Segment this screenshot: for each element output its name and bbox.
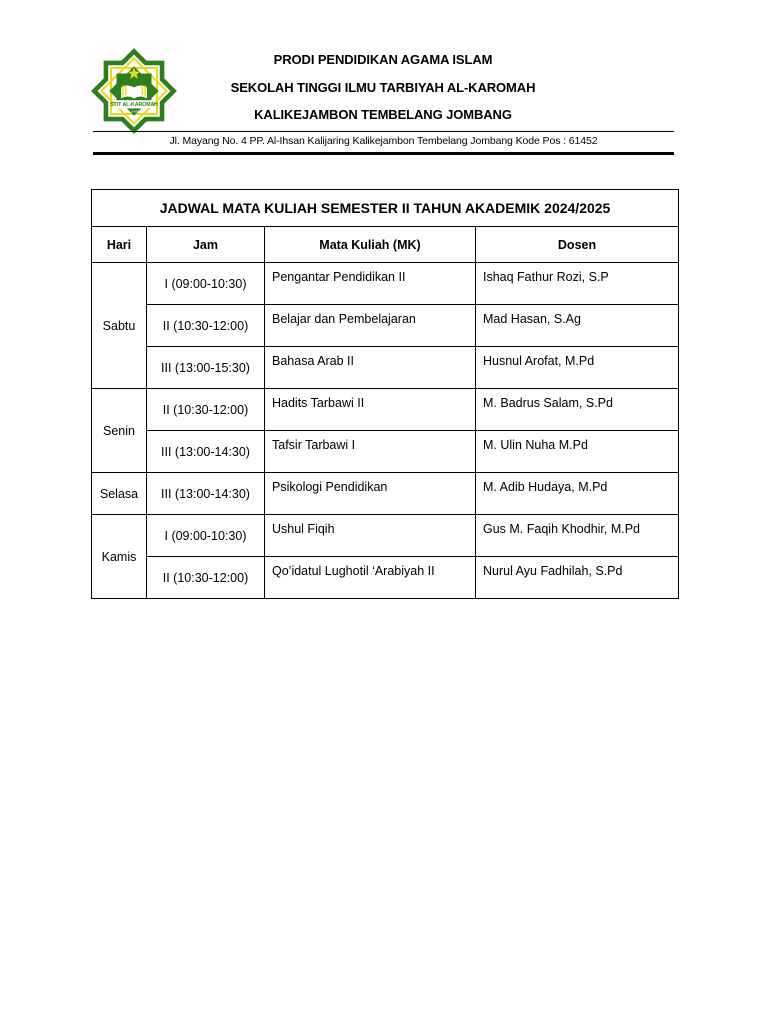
header-divider-thin [93, 131, 674, 132]
logo-text-main: STIT AL-KAROMAH [110, 102, 158, 109]
table-row [92, 557, 679, 599]
header-divider-thick [93, 152, 674, 155]
course-cell: Ushul Fiqih [265, 515, 476, 557]
course-cell: Belajar dan Pembelajaran [265, 305, 476, 347]
day-cell: Sabtu [92, 263, 147, 389]
table-row [92, 473, 679, 515]
column-header-jam: Jam [147, 227, 265, 263]
lecturer-cell: Mad Hasan, S.Ag [476, 305, 679, 347]
course-cell: Qo’idatul Lughotil ‘Arabiyah II [265, 557, 476, 599]
time-cell: III (13:00-14:30) [147, 473, 265, 515]
time-cell: III (13:00-15:30) [147, 347, 265, 389]
table-row [92, 389, 679, 431]
lecturer-cell: Nurul Ayu Fadhilah, S.Pd [476, 557, 679, 599]
time-cell: II (10:30-12:00) [147, 305, 265, 347]
lecturer-cell: M. Ulin Nuha M.Pd [476, 431, 679, 473]
column-header-hari: Hari [92, 227, 147, 263]
table-title-row [92, 190, 679, 227]
column-header-dosen: Dosen [476, 227, 679, 263]
course-cell: Hadits Tarbawi II [265, 389, 476, 431]
lecturer-cell: M. Badrus Salam, S.Pd [476, 389, 679, 431]
time-cell: II (10:30-12:00) [147, 389, 265, 431]
day-cell: Kamis [92, 515, 147, 599]
header-institution-name: SEKOLAH TINGGI ILMU TARBIYAH AL-KAROMAH [230, 80, 536, 95]
column-header-mata-kuliah: Mata Kuliah (MK) [265, 227, 476, 263]
header-program-name: PRODI PENDIDIKAN AGAMA ISLAM [273, 52, 493, 67]
time-cell: II (10:30-12:00) [147, 557, 265, 599]
header-address: Jl. Mayang No. 4 PP. Al-Ihsan Kalijaring Kalikejambon Tembelang Jombang Kode Pos : 61452 [169, 135, 598, 147]
lecturer-cell: M. Adib Hudaya, M.Pd [476, 473, 679, 515]
table-header-row [92, 227, 679, 263]
header-location: KALIKEJAMBON TEMBELANG JOMBANG [254, 107, 512, 122]
table-row [92, 431, 679, 473]
day-cell: Senin [92, 389, 147, 473]
lecturer-cell: Ishaq Fathur Rozi, S.P [476, 263, 679, 305]
logo-text-sub: KALIJARING [124, 109, 144, 114]
table-row [92, 305, 679, 347]
day-cell: Selasa [92, 473, 147, 515]
lecturer-cell: Gus M. Faqih Khodhir, M.Pd [476, 515, 679, 557]
table-row [92, 263, 679, 305]
time-cell: III (13:00-14:30) [147, 431, 265, 473]
lecturer-cell: Husnul Arofat, M.Pd [476, 347, 679, 389]
time-cell: I (09:00-10:30) [147, 263, 265, 305]
schedule-table [91, 189, 679, 599]
table-title: JADWAL MATA KULIAH SEMESTER II TAHUN AKADEMIK 2024/2025 [92, 190, 679, 227]
table-row [92, 347, 679, 389]
course-cell: Bahasa Arab II [265, 347, 476, 389]
time-cell: I (09:00-10:30) [147, 515, 265, 557]
course-cell: Psikologi Pendidikan [265, 473, 476, 515]
course-cell: Tafsir Tarbawi I [265, 431, 476, 473]
table-row [92, 515, 679, 557]
course-cell: Pengantar Pendidikan II [265, 263, 476, 305]
